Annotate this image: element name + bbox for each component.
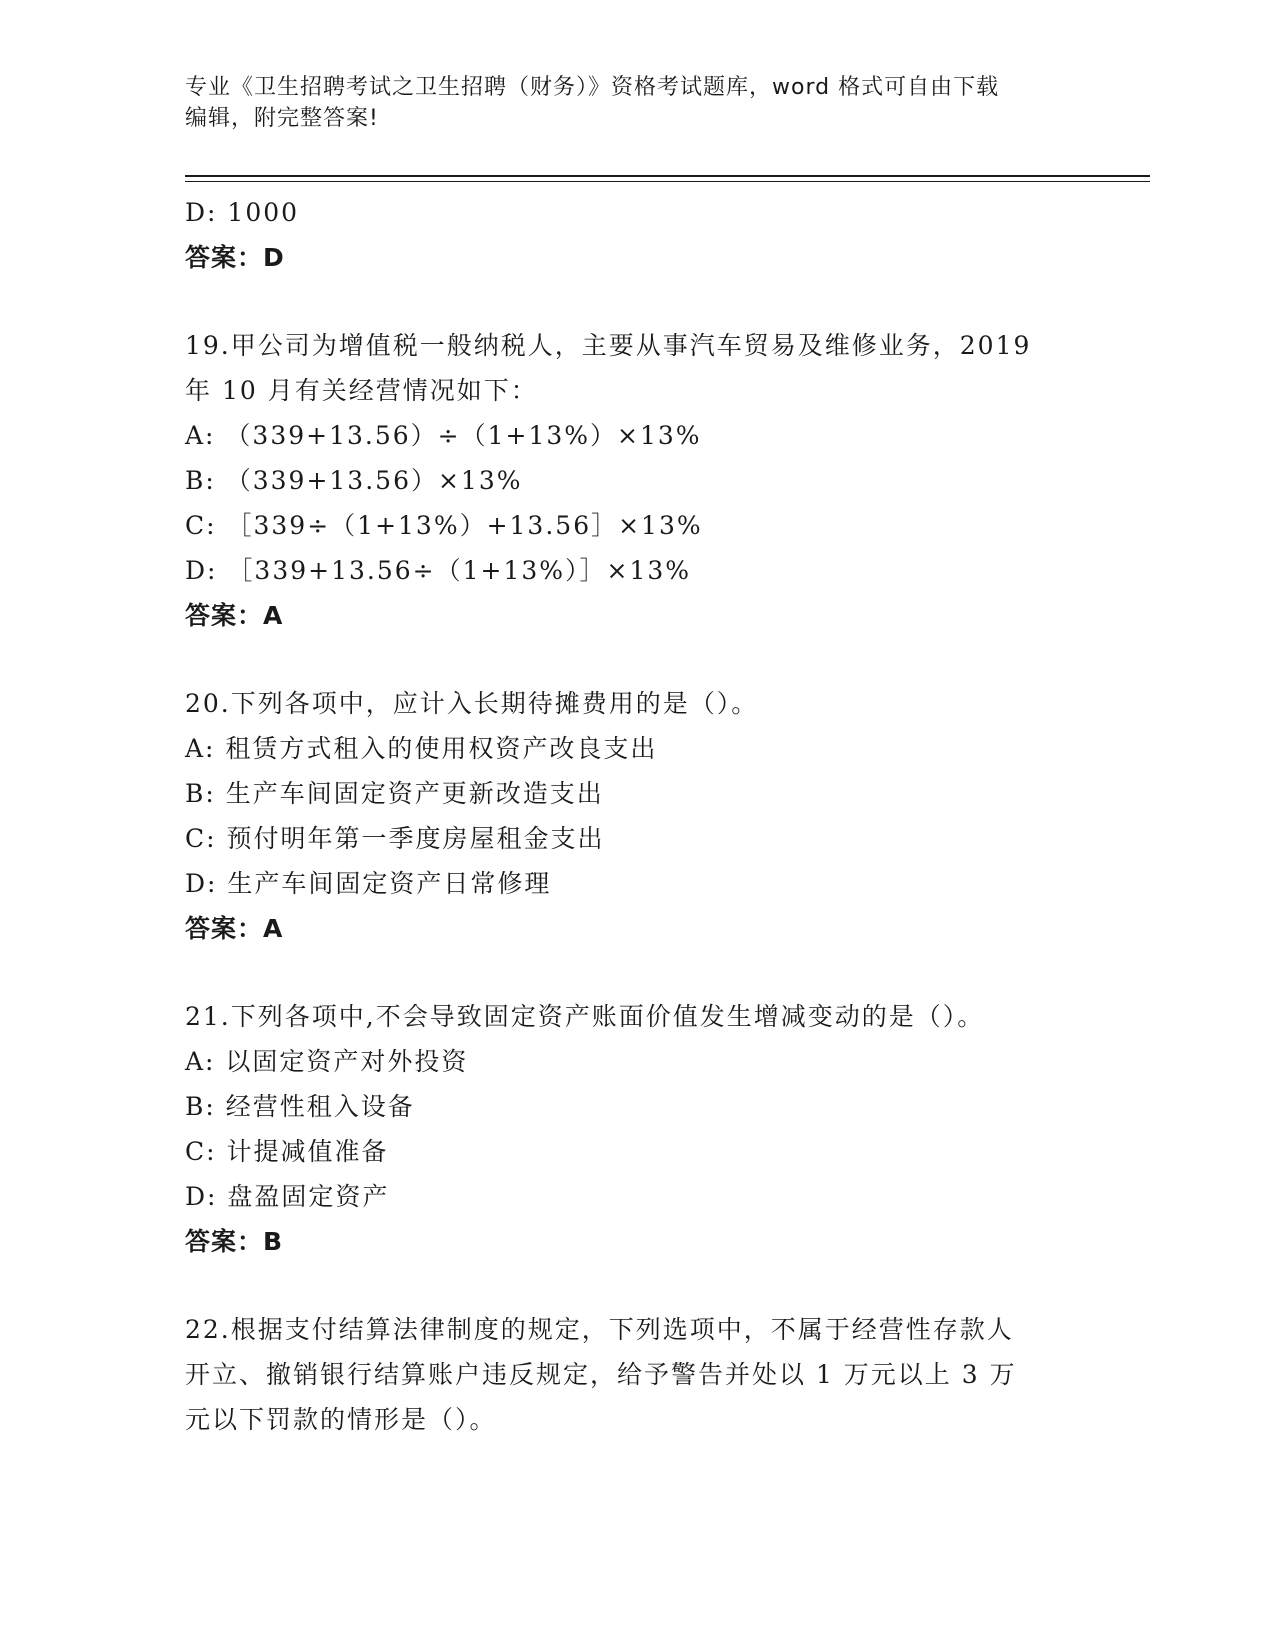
option-b: B: 经营性租入设备 [185, 1092, 415, 1121]
option-d: D: ［339+13.56÷（1+13%）］×13% [185, 556, 692, 585]
question-20 [185, 681, 1085, 951]
option-c: C: 计提减值准备 [185, 1137, 389, 1166]
option-b: B: 生产车间固定资产更新改造支出 [185, 779, 604, 808]
question-text-line1: 22.根据支付结算法律制度的规定，下列选项中，不属于经营性存款人 [185, 1315, 1014, 1344]
option-a: A: （339+13.56）÷（1+13%）×13% [185, 421, 702, 450]
option-c: C: 预付明年第一季度房屋租金支出 [185, 824, 605, 853]
question-19 [185, 323, 1085, 638]
header-divider-thin [185, 181, 1150, 182]
option-b: B: （339+13.56）×13% [185, 466, 523, 495]
question-22 [185, 1307, 1085, 1442]
option-d: D: 盘盈固定资产 [185, 1182, 390, 1211]
header-text-line2: 编辑，附完整答案! [185, 106, 379, 131]
partial-question-18 [185, 190, 1085, 280]
option-d: D: 生产车间固定资产日常修理 [185, 869, 552, 898]
question-text-line1: 19.甲公司为增值税一般纳税人，主要从事汽车贸易及维修业务，2019 [185, 331, 1032, 360]
header-text-line1: 专业《卫生招聘考试之卫生招聘（财务）》资格考试题库，word 格式可自由下载 [185, 75, 1000, 100]
answer: 答案：D [185, 243, 285, 272]
question-text-line1: 20.下列各项中，应计入长期待摊费用的是（）。 [185, 689, 759, 718]
answer: 答案：A [185, 914, 284, 943]
document-header [185, 72, 1085, 134]
option-a: A: 以固定资产对外投资 [185, 1047, 469, 1076]
question-text-line1: 21.下列各项中,不会导致固定资产账面价值发生增减变动的是（）。 [185, 1002, 985, 1031]
answer: 答案：A [185, 601, 284, 630]
option-c: C: ［339÷（1+13%）+13.56］×13% [185, 511, 703, 540]
question-21 [185, 994, 1085, 1264]
question-text-line3: 元以下罚款的情形是（）。 [185, 1405, 497, 1434]
header-divider-thick [185, 175, 1150, 177]
option-a: A: 租赁方式租入的使用权资产改良支出 [185, 734, 658, 763]
question-text-line2: 开立、撤销银行结算账户违反规定，给予警告并处以 1 万元以上 3 万 [185, 1360, 1017, 1389]
answer: 答案：B [185, 1227, 284, 1256]
question-text-line2: 年 10 月有关经营情况如下： [185, 376, 538, 405]
option-d: D: 1000 [185, 198, 300, 227]
question-list [185, 190, 1085, 1442]
